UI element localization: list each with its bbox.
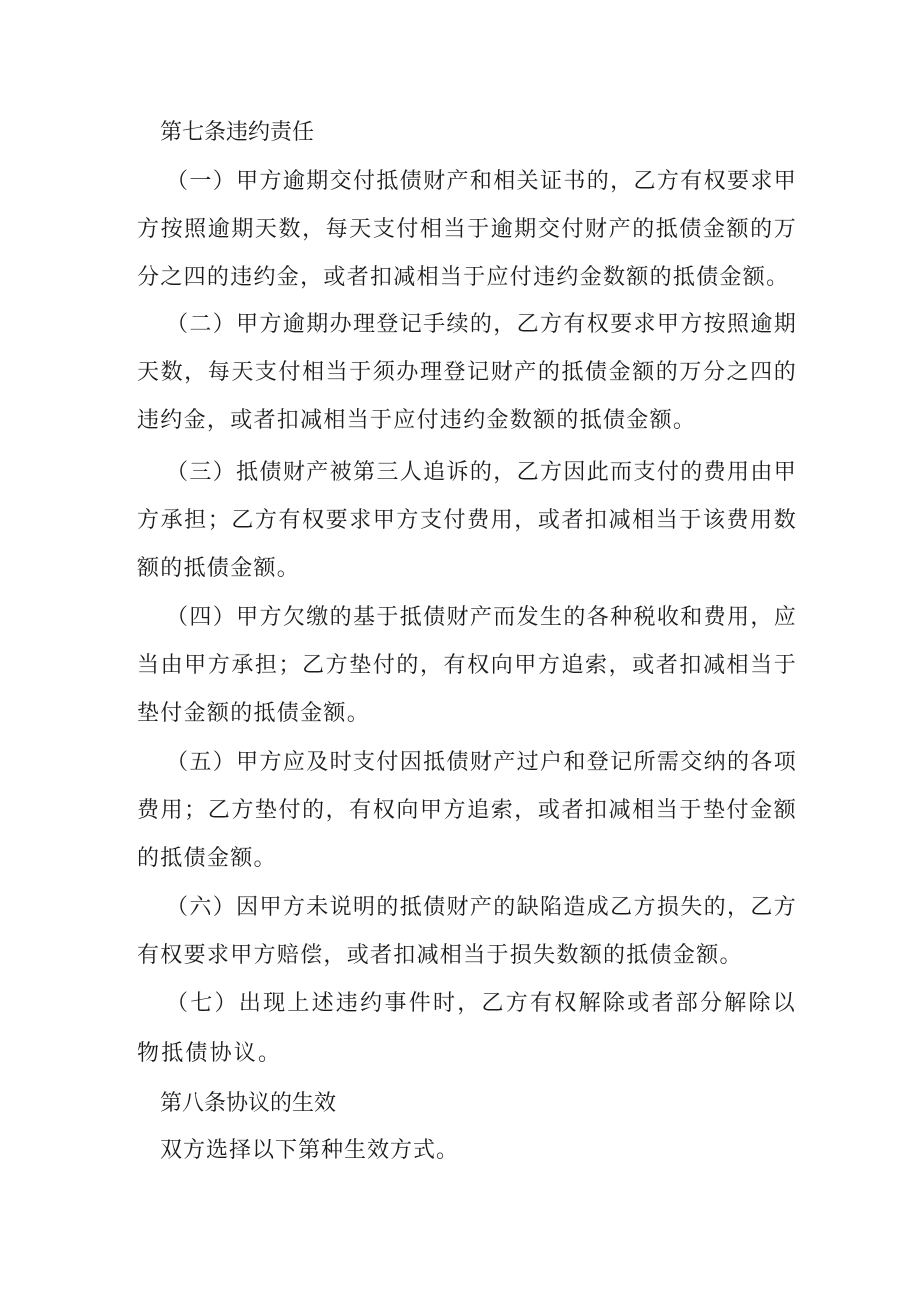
article-7-heading: 第七条违约责任 (160, 120, 315, 145)
clause-1: （一）甲方逾期交付抵债财产和相关证书的，乙方有权要求甲方按照逾期天数，每天支付相当于逾期交付财产的抵债金额的万分之四的违约金，或者扣减相当于应付违约金数额的抵债金额。 (137, 169, 797, 290)
clause-6: （六）因甲方未说明的抵债财产的缺陷造成乙方损失的，乙方有权要求甲方赔偿，或者扣减相当于损失数额的抵债金额。 (137, 895, 797, 968)
article-8-text: 双方选择以下第种生效方式。 (160, 1138, 460, 1163)
clause-2: （二）甲方逾期办理登记手续的，乙方有权要求甲方按照逾期天数，每天支付相当于须办理登记财产的抵债金额的万分之四的违约金，或者扣减相当于应付违约金数额的抵债金额。 (137, 312, 797, 433)
article-8-heading: 第八条协议的生效 (160, 1091, 337, 1116)
clause-4: （四）甲方欠缴的基于抵债财产而发生的各种税收和费用，应当由甲方承担；乙方垫付的，有权向甲方追索，或者扣减相当于垫付金额的抵债金额。 (137, 605, 797, 726)
clause-5: （五）甲方应及时支付因抵债财产过户和登记所需交纳的各项费用；乙方垫付的，有权向甲方追索，或者扣减相当于垫付金额的抵债金额。 (137, 750, 797, 871)
clause-7: （七）出现上述违约事件时，乙方有权解除或者部分解除以物抵债协议。 (137, 991, 797, 1066)
clause-3: （三）抵债财产被第三人追诉的，乙方因此而支付的费用由甲方承担；乙方有权要求甲方支付费用，或者扣减相当于该费用数额的抵债金额。 (137, 460, 797, 581)
